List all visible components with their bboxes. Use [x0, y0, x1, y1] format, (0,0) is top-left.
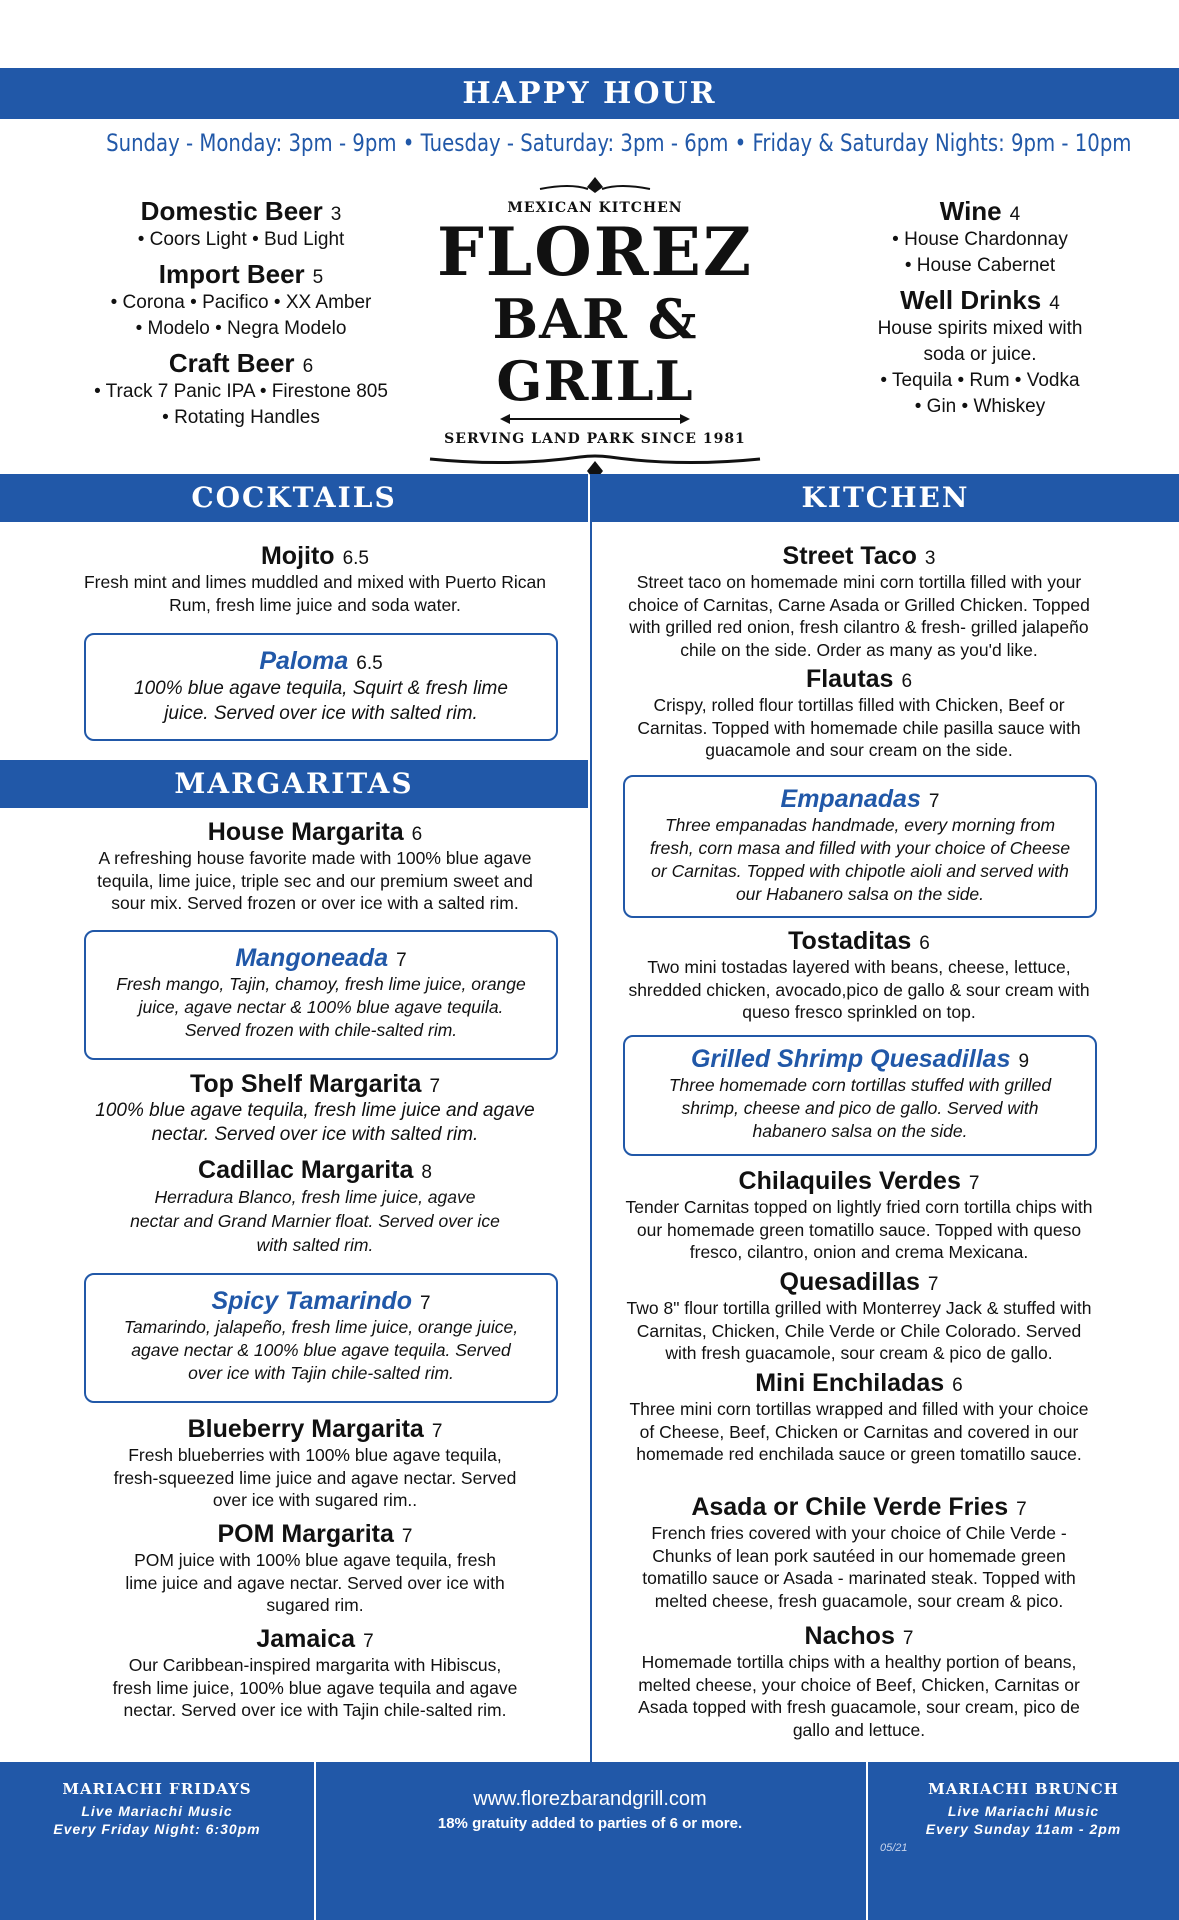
footer-left-line: Live Mariachi Music [81, 1803, 233, 1819]
item-name: Flautas [805, 665, 894, 693]
margaritas-header [0, 760, 588, 808]
item-desc: A refreshing house favorite made with 100% blue agave tequila, lime juice, triple sec and our premium sweet and sour mix. Served frozen or over ice with a salted rim. [97, 848, 533, 913]
item-desc: Three mini corn tortillas wrapped and filled with your choice of Cheese, Beef, Chicken or Carnitas and covered in our homemade red enchilada sauce or green tomatillo sauce. [629, 1399, 1089, 1464]
menu-item-paloma [84, 633, 558, 741]
menu-item-grilled-shrimp [623, 1035, 1097, 1156]
item-desc: Tender Carnitas topped on lightly fried corn tortilla chips with our homemade green tomatillo sauce. Topped with queso fresco, cilantro, onion and crema Mexicana. [625, 1197, 1093, 1262]
hh-item-line: • Modelo • Negra Modelo [135, 318, 347, 339]
item-price: 7 [429, 1076, 441, 1097]
footer [0, 1762, 1179, 1920]
item-desc: Homemade tortilla chips with a healthy portion of beans, melted cheese, your choice of Beef, Chicken, Carnitas or Asada topped with fresh guacamole, sour cream, pico de gallo and lettuce. [638, 1652, 1080, 1740]
item-price: 7 [419, 1293, 431, 1314]
item-name: Chilaquiles Verdes [738, 1167, 961, 1195]
hh-item-line: • Tequila • Rum • Vodka [880, 370, 1080, 391]
hh-item-line: • Gin • Whiskey [914, 396, 1046, 417]
menu-item-house-margarita [80, 818, 550, 915]
item-desc: French fries covered with your choice of Chile Verde - Chunks of lean pork sautéed in our homemade green tomatillo sauce or Asada - marinated steak. Topped with melted cheese, fresh guacamole, sour cream & pico. [642, 1523, 1076, 1611]
item-price: 7 [363, 1631, 374, 1652]
menu-item-empanadas [623, 775, 1097, 918]
footer-left-line: Every Friday Night: 6:30pm [53, 1821, 261, 1837]
item-name: Cadillac Margarita [198, 1156, 414, 1184]
item-desc: Crispy, rolled flour tortillas filled with Chicken, Beef or Carnitas. Topped with homemade chile pasilla sauce with guacamole and sour cream on the side. [637, 695, 1081, 760]
restaurant-logo [420, 175, 770, 465]
menu-item-street-taco [622, 542, 1096, 661]
menu-item-mini-enchiladas [622, 1369, 1096, 1466]
item-price: 6 [919, 933, 930, 954]
column-divider [590, 474, 592, 1762]
item-name: Spicy Tamarindo [211, 1287, 412, 1315]
happy-hour-header [0, 68, 1179, 119]
item-desc: Two 8" flour tortilla grilled with Monterrey Jack & stuffed with Carnitas, Chicken, Chile Verde or Chile Colorado. Served with fresh guacamole, sour cream & pico de gallo. [626, 1298, 1092, 1363]
item-price: 3 [924, 548, 936, 569]
print-date: 05/21 [880, 1842, 908, 1854]
hh-item-price: 3 [330, 204, 342, 225]
menu-item-nachos [622, 1622, 1096, 1741]
hh-item [60, 348, 422, 431]
cocktails-title: COCKTAILS [191, 481, 397, 514]
logo-tagline: MEXICAN KITCHEN [507, 200, 683, 216]
hh-item [830, 285, 1130, 420]
item-name: Blueberry Margarita [187, 1415, 424, 1443]
kitchen-header [592, 474, 1179, 522]
hh-item-name: Import Beer [158, 259, 305, 289]
mariachi-brunch [868, 1780, 1179, 1838]
item-name: POM Margarita [217, 1520, 394, 1548]
item-price: 7 [927, 1274, 939, 1295]
menu-item-mangoneada [84, 930, 558, 1060]
item-name: Mojito [260, 542, 335, 570]
item-price: 6.5 [356, 653, 383, 674]
item-desc: Our Caribbean-inspired margarita with Hibiscus, fresh lime juice, 100% blue agave tequila and agave nectar. Served over ice with Tajin chile-salted rim. [112, 1655, 518, 1720]
item-desc: POM juice with 100% blue agave tequila, fresh lime juice and agave nectar. Served over ice with sugared rim. [125, 1550, 505, 1615]
ornament-top-icon [420, 175, 770, 195]
item-desc: Two mini tostadas layered with beans, cheese, lettuce, shredded chicken, avocado,pico de gallo & sour cream with queso fresco sprinkled on top. [628, 957, 1090, 1022]
item-desc: Fresh blueberries with 100% blue agave tequila, fresh-squeezed lime juice and agave nectar. Served over ice with sugared rim.. [113, 1445, 517, 1510]
hh-item-line: • Track 7 Panic IPA • Firestone 805 [94, 381, 388, 402]
website-link[interactable]: www.florezbarandgrill.com [473, 1788, 707, 1810]
menu-item-jamaica [110, 1625, 520, 1722]
item-name: Asada or Chile Verde Fries [691, 1493, 1009, 1521]
margaritas-title: MARGARITAS [174, 767, 414, 800]
cocktails-header [0, 474, 588, 522]
hh-item-name: Craft Beer [168, 348, 295, 378]
hh-item-name: Well Drinks [900, 285, 1042, 315]
item-price: 9 [1018, 1051, 1030, 1072]
item-desc: Three homemade corn tortillas stuffed with grilled shrimp, cheese and pico de gallo. Served with habanero salsa on the side. [668, 1075, 1052, 1141]
item-desc: 100% blue agave tequila, fresh lime juice and agave nectar. Served over ice with salted rim. [95, 1100, 535, 1145]
hh-item-price: 4 [1049, 293, 1060, 314]
item-price: 7 [431, 1421, 443, 1442]
item-desc: Three empanadas handmade, every morning from fresh, corn masa and filled with your choice of Cheese or Carnitas. Topped with chipotle aioli and served with our Habanero salsa on the side. [649, 815, 1071, 904]
menu-item-fries [622, 1493, 1096, 1612]
item-desc: Street taco on homemade mini corn tortilla filled with your choice of Carnitas, Carne Asada or Grilled Chicken. Topped with grilled red onion, fresh cilantro & fresh- grilled jalapeño chile on the side. Order as many as you'd like. [628, 572, 1090, 660]
logo-name: FLOREZ [436, 213, 754, 291]
item-price: 6 [952, 1375, 963, 1396]
menu-item-spicy-tamarindo [84, 1273, 558, 1403]
hh-item [60, 196, 422, 253]
menu-item-top-shelf [80, 1070, 550, 1147]
item-name: Mini Enchiladas [755, 1369, 945, 1397]
hh-item-price: 5 [312, 267, 324, 288]
arrow-divider-icon [420, 412, 770, 426]
hh-item-line: • Corona • Pacifico • XX Amber [110, 292, 372, 313]
kitchen-title: KITCHEN [801, 481, 970, 514]
hh-item-line: • Rotating Handles [162, 407, 320, 428]
footer-divider [314, 1762, 316, 1920]
item-name: Quesadillas [779, 1268, 920, 1296]
footer-center [316, 1788, 864, 1832]
hh-item-line: soda or juice. [923, 344, 1037, 365]
item-name: Empanadas [780, 785, 921, 813]
hh-item [60, 259, 422, 342]
menu-item-tostaditas [622, 927, 1096, 1024]
footer-left-title: MARIACHI FRIDAYS [62, 1780, 252, 1798]
item-price: 7 [1016, 1499, 1027, 1520]
item-name: Jamaica [256, 1625, 356, 1653]
logo-subname: BAR & GRILL [492, 287, 698, 413]
menu-item-pom [120, 1520, 510, 1617]
item-desc: 100% blue agave tequila, Squirt & fresh lime juice. Served over ice with salted rim. [134, 678, 508, 724]
mariachi-fridays [0, 1780, 314, 1838]
item-name: House Margarita [207, 818, 404, 846]
item-price: 8 [421, 1162, 432, 1183]
hh-item-price: 4 [1009, 204, 1021, 225]
item-price: 6 [411, 824, 423, 845]
hh-item-name: Wine [939, 196, 1002, 226]
menu-item-quesadillas [622, 1268, 1096, 1365]
hh-item-line: • Coors Light • Bud Light [137, 229, 345, 250]
happy-hour-drinks-list [830, 190, 1130, 420]
item-desc: Fresh mint and limes muddled and mixed with Puerto Rican Rum, fresh lime juice and soda water. [83, 572, 546, 615]
item-desc: Tamarindo, jalapeño, fresh lime juice, orange juice, agave nectar & 100% blue agave tequila. Served over ice with Tajin chile-salted rim. [123, 1317, 519, 1383]
item-name: Top Shelf Margarita [189, 1070, 422, 1098]
happy-hour-beer-list [60, 190, 422, 431]
item-name: Nachos [804, 1622, 895, 1650]
footer-right-line: Live Mariachi Music [947, 1803, 1100, 1819]
item-price: 7 [928, 791, 940, 812]
item-desc: Herradura Blanco, fresh lime juice, agave nectar and Grand Marnier float. Served over ice with salted rim. [130, 1187, 500, 1255]
footer-right-line: Every Sunday 11am - 2pm [925, 1821, 1122, 1837]
hh-item-line: • House Cabernet [904, 255, 1056, 276]
item-name: Grilled Shrimp Quesadillas [690, 1045, 1011, 1073]
item-name: Paloma [259, 647, 349, 675]
item-price: 6 [901, 671, 913, 692]
hh-item-line: • House Chardonnay [892, 229, 1068, 250]
menu-item-mojito [80, 542, 550, 616]
gratuity-note: 18% gratuity added to parties of 6 or more. [437, 1815, 743, 1832]
happy-hour-title: HAPPY HOUR [462, 76, 717, 111]
item-desc: Fresh mango, Tajin, chamoy, fresh lime juice, orange juice, agave nectar & 100% blue agave tequila. Served frozen with chile-salted rim. [116, 974, 526, 1040]
item-name: Street Taco [782, 542, 917, 570]
item-price: 7 [401, 1526, 413, 1547]
item-price: 7 [396, 950, 407, 971]
item-price: 7 [902, 1628, 914, 1649]
item-price: 6.5 [342, 548, 369, 569]
hh-item-price: 6 [302, 356, 314, 377]
item-name: Tostaditas [788, 927, 912, 955]
item-name: Mangoneada [235, 944, 389, 972]
logo-since: SERVING LAND PARK SINCE 1981 [444, 431, 746, 447]
item-price: 7 [968, 1173, 980, 1194]
hh-item [830, 196, 1130, 279]
menu-item-chilaquiles [622, 1167, 1096, 1264]
menu-item-flautas [622, 665, 1096, 762]
happy-hour-times: Sunday - Monday: 3pm - 9pm • Tuesday - Saturday: 3pm - 6pm • Friday & Saturday Nights: 9pm - 10pm [106, 129, 1132, 157]
footer-right-title: MARIACHI BRUNCH [928, 1780, 1119, 1798]
hh-item-line: House spirits mixed with [877, 318, 1083, 339]
hh-item-name: Domestic Beer [140, 196, 323, 226]
menu-item-blueberry [110, 1415, 520, 1512]
menu-item-cadillac [130, 1156, 500, 1257]
